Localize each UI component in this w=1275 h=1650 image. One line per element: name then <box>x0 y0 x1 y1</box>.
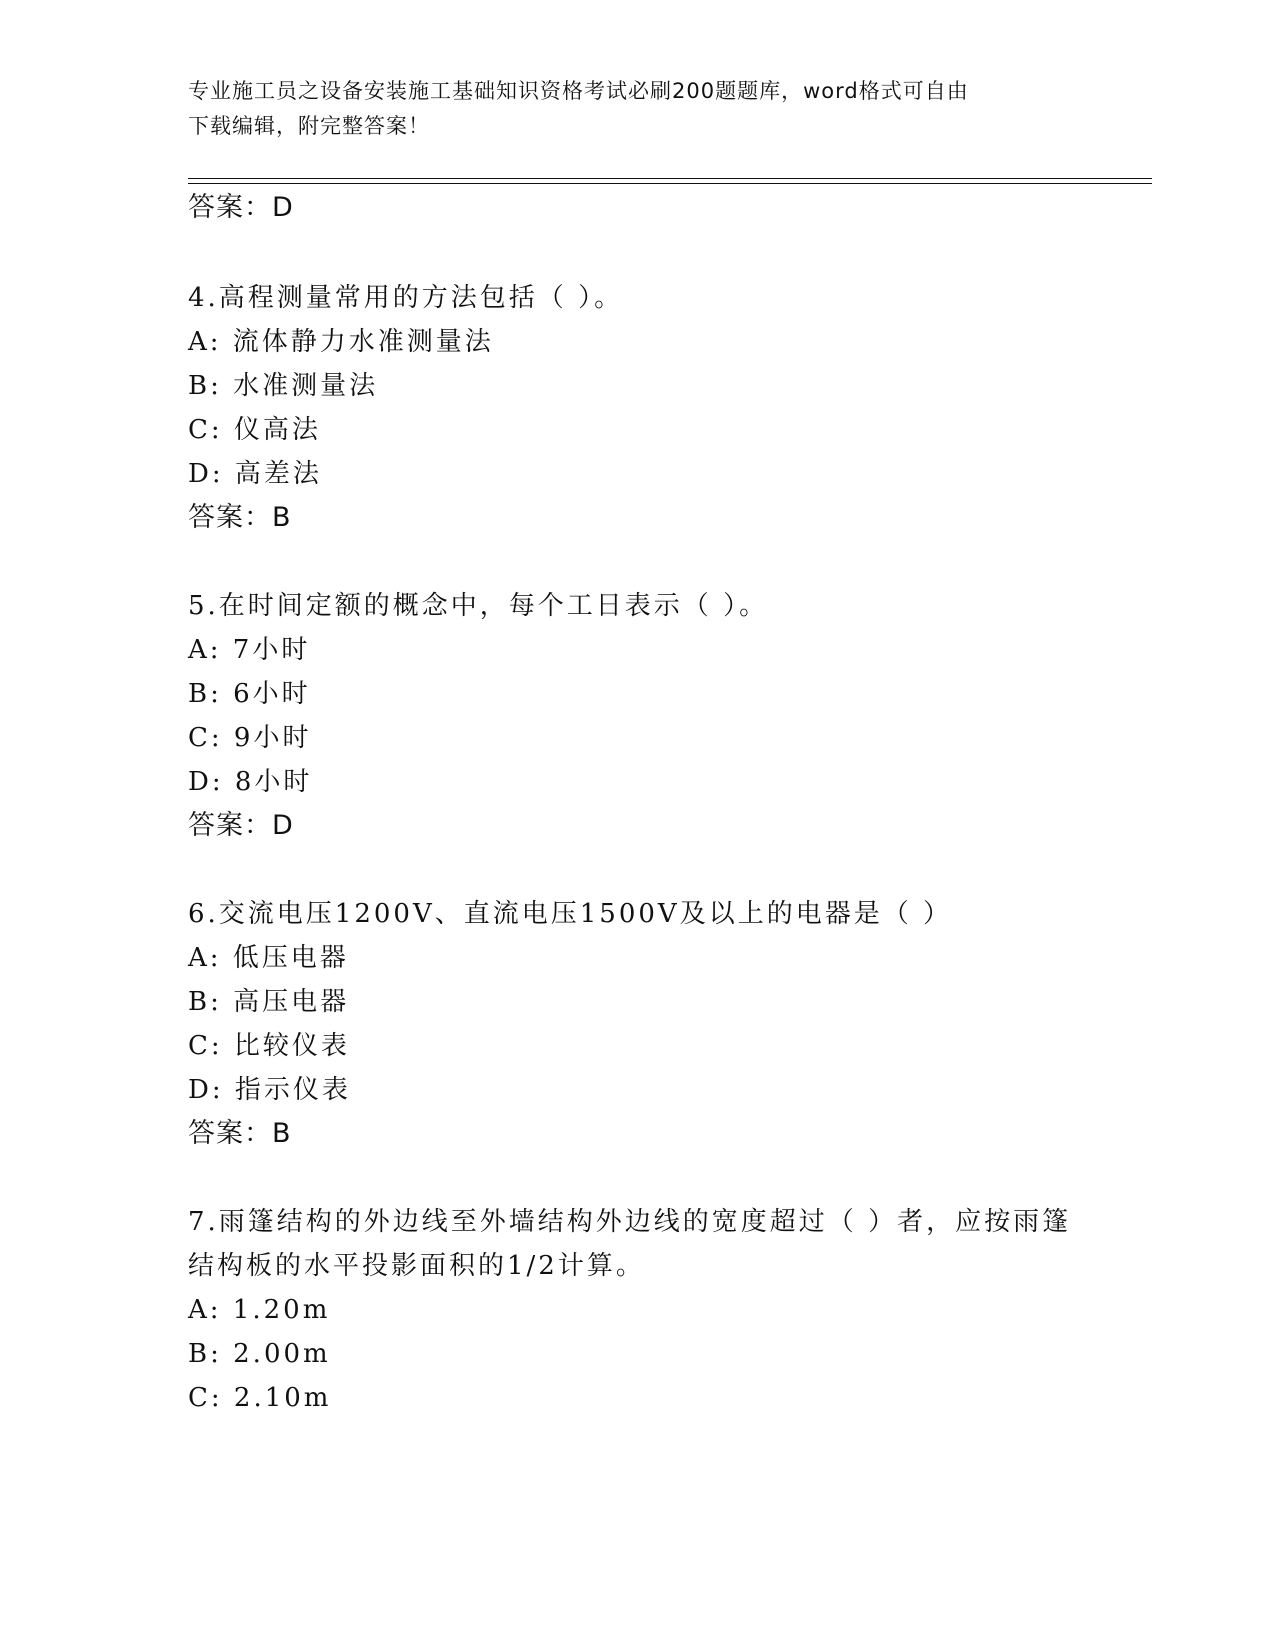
question-4-stem: 4.高程测量常用的方法包括（ ）。 <box>188 283 624 313</box>
question-4-option-c: C: 仪高法 <box>188 415 321 445</box>
question-4-option-b: B: 水准测量法 <box>188 371 379 401</box>
question-4-option-d: D: 高差法 <box>188 459 322 489</box>
question-6-option-c: C: 比较仪表 <box>188 1031 350 1061</box>
question-6-stem: 6.交流电压1200V、直流电压1500V及以上的电器是（ ） <box>188 899 952 929</box>
question-7-stem-line-1: 7.雨篷结构的外边线至外墙结构外边线的宽度超过（ ）者，应按雨篷 <box>188 1207 1072 1237</box>
answer-q6: 答案：B <box>188 1118 292 1149</box>
question-7-stem-line-2: 结构板的水平投影面积的1/2计算。 <box>188 1251 645 1281</box>
answer-q4: 答案：B <box>188 502 292 533</box>
question-6-option-a: A: 低压电器 <box>188 943 349 973</box>
question-7-option-c: C: 2.10m <box>188 1383 332 1413</box>
question-5-option-a: A: 7小时 <box>188 635 311 665</box>
header-line-1: 专业施工员之设备安装施工基础知识资格考试必刷200题题库，word格式可自由 <box>188 79 969 103</box>
header-rule-top <box>188 178 1152 179</box>
question-5-stem: 5.在时间定额的概念中，每个工日表示（ ）。 <box>188 591 769 621</box>
document-header <box>188 74 1068 144</box>
answer-q3: 答案：D <box>188 192 294 223</box>
question-4-option-a: A: 流体静力水准测量法 <box>188 327 494 357</box>
header-rule-bottom <box>188 183 1152 184</box>
question-7-option-b: B: 2.00m <box>188 1339 331 1369</box>
question-5-option-b: B: 6小时 <box>188 679 311 709</box>
question-6-option-d: D: 指示仪表 <box>188 1075 351 1105</box>
header-line-2: 下载编辑，附完整答案！ <box>188 114 430 138</box>
answer-q5: 答案：D <box>188 810 294 841</box>
question-6-option-b: B: 高压电器 <box>188 987 350 1017</box>
question-5-option-d: D: 8小时 <box>188 767 313 797</box>
question-5-option-c: C: 9小时 <box>188 723 312 753</box>
question-7-option-a: A: 1.20m <box>188 1295 331 1325</box>
